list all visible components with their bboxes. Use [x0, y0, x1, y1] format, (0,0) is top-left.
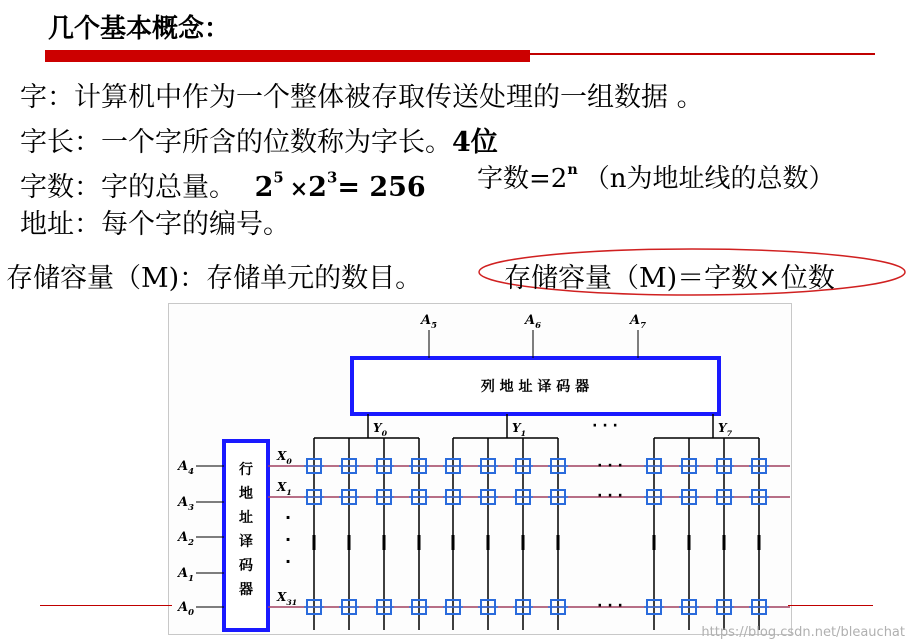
word-count-formula: 字数$=2^n$ （n为地址线的总数）	[477, 162, 835, 194]
row-address-input-label: $A_2$	[178, 530, 194, 547]
row-decoder-label-char: 行	[239, 462, 253, 478]
word-length-value: 4位	[452, 127, 498, 158]
row-address-input-label: $A_0$	[178, 600, 194, 617]
ellipsis-dots: · · ·	[597, 598, 623, 614]
ellipsis-dots: · · ·	[597, 488, 623, 504]
vertical-ellipsis-dot: ·	[284, 530, 292, 549]
row-decoder-output-label: $X_0$	[277, 449, 292, 466]
column-address-input-label: $A_7$	[630, 313, 646, 330]
column-decoder-label: 列 地 址 译 码 器	[480, 379, 590, 395]
word-count-example: $2^5 \times 2^3= 256$	[254, 168, 426, 203]
word-length-text: 字长：一个字所含的位数称为字长。	[20, 127, 452, 158]
word-count-label: 字数：字的总量。	[20, 172, 236, 203]
definition-address: 地址：每个字的编号。	[20, 209, 290, 240]
definition-word: 字：计算机中作为一个整体被存取传送处理的一组数据 。	[20, 82, 704, 113]
definition-capacity: 存储容量（M)：存储单元的数目。	[6, 263, 423, 294]
row-decoder-output-label: $X_{31}$	[277, 590, 298, 607]
ellipsis-dots: · · ·	[597, 458, 623, 474]
ellipsis-dots: · · ·	[592, 418, 618, 434]
vertical-ellipsis-dot: ·	[284, 508, 292, 527]
column-address-input-label: $A_6$	[525, 313, 541, 330]
column-decoder-output-label: $Y_7$	[718, 421, 733, 438]
row-decoder-label-char: 码	[239, 558, 253, 574]
row-decoder-label-char: 地	[239, 486, 253, 502]
row-address-input-label: $A_4$	[178, 459, 194, 476]
column-address-input-label: $A_5$	[421, 313, 437, 330]
footer-rule-left	[40, 605, 172, 606]
column-decoder-output-label: $Y_0$	[373, 421, 388, 438]
page-title: 几个基本概念：	[48, 14, 231, 44]
row-address-input-label: $A_3$	[178, 495, 194, 512]
column-decoder-output-label: $Y_1$	[512, 421, 527, 438]
footer-rule-right	[788, 605, 873, 606]
capacity-formula: 存储容量（M)＝字数×位数	[504, 263, 835, 294]
row-address-input-label: $A_1$	[178, 566, 194, 583]
vertical-ellipsis-dot: ·	[284, 552, 292, 571]
row-decoder-output-label: $X_1$	[277, 480, 292, 497]
row-decoder-label-char: 址	[239, 510, 253, 526]
row-decoder-label-char: 器	[239, 582, 253, 598]
row-decoder-label-char: 译	[239, 534, 253, 550]
watermark: https://blog.csdn.net/bleauchat	[701, 625, 905, 640]
